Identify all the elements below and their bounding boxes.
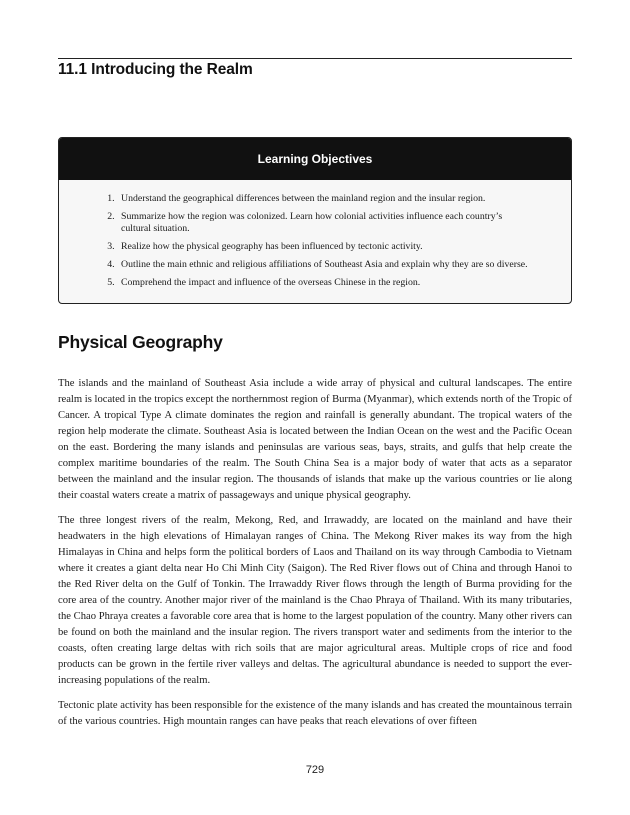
body-paragraph: The three longest rivers of the realm, Mekong, Red, and Irrawaddy, are located on the mainland and have their headwaters in the high elevations of Himalayan ranges of China. The Mekong River makes its way from the high Himalayas in China and helps form the political borders of Laos and Thailand on its way through Cambodia to Vietnam where it creates a giant delta near Ho Chi Minh City (Saigon). The Red River flows out of China and through Hanoi to the Red River delta on the Gulf of Tonkin. The Irrawaddy River flows through the length of Burma providing for the core area of the country. Another major river of the mainland is the Chao Phraya of Thailand. With its many tributaries, the Chao Phraya creates a favorable core area that is home to the largest population of the country. Many other rivers can be found on both the mainland and the insular region. The rivers transport water and sediments from the interior to the coasts, often creating large deltas with rich soils that are major agricultural areas. Multiple crops of rice and food products can be grown in the fertile river valleys and deltas. The agricultural abundance is needed to support the ever-increasing populations of the realm.: [58, 515, 572, 686]
learning-objectives-list: [59, 180, 571, 289]
objective-item: 1. Understand the geographical differences between the mainland region and the insular region.: [117, 193, 531, 205]
objective-item: 4. Outline the main ethnic and religious affiliations of Southeast Asia and explain why they are so diverse.: [117, 259, 531, 271]
physical-geography-body: [58, 376, 572, 739]
objective-item: 2. Summarize how the region was colonized. Learn how colonial activities influence each country’s cultural situation.: [117, 211, 531, 236]
section-title: 11.1 Introducing the Realm: [58, 61, 253, 78]
objective-item: 5. Comprehend the impact and influence of the overseas Chinese in the region.: [117, 277, 531, 289]
learning-objectives-header: Learning Objectives: [59, 138, 571, 180]
top-rule: [58, 58, 572, 59]
objective-item: 3. Realize how the physical geography has been influenced by tectonic activity.: [117, 241, 531, 253]
body-paragraph: Tectonic plate activity has been responsible for the existence of the many islands and has created the mountainous terrain of the various countries. High mountain ranges can have peaks that reach elevations of over fifteen: [58, 700, 572, 727]
page-number: 729: [305, 764, 325, 776]
body-paragraph: The islands and the mainland of Southeast Asia include a wide array of physical and cultural landscapes. The entire realm is located in the tropics except the northernmost region of Burma (Myanmar), which extends north of the Tropic of Cancer. A tropical Type A climate dominates the region and rainfall is generally abundant. The tropical waters of the region help moderate the climate. Southeast Asia is located between the Indian Ocean on the west and the Pacific Ocean on the east. Bordering the many islands and peninsulas are various seas, bays, straits, and gulfs that help create the complex maritime boundaries of the realm. The South China Sea is a major body of water that acts as a separator between the mainland and the insular region. The thousands of islands that make up the various countries or lie along their coastal waters create a matrix of passageways and unique physical geography.: [58, 378, 572, 501]
physical-geography-heading: Physical Geography: [58, 332, 223, 352]
learning-objectives-box: [58, 137, 572, 304]
